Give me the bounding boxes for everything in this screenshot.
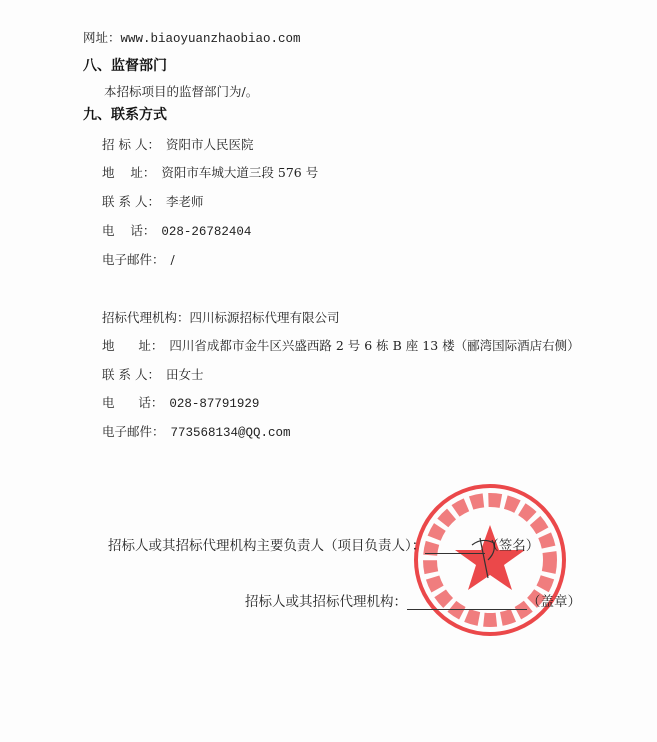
agency-row xyxy=(102,310,340,326)
agency-row xyxy=(102,395,259,412)
section-9-heading: 九、联系方式 xyxy=(83,107,167,123)
row-value: 四川标源招标代理有限公司 xyxy=(189,310,340,325)
row-label: 电 话： xyxy=(102,223,156,238)
row-value: / xyxy=(170,252,175,267)
seal-line xyxy=(245,594,581,610)
row-value: 田女士 xyxy=(165,367,204,382)
row-value: 资阳市车城大道三段 576 号 xyxy=(161,165,319,180)
section-8-text: 本招标项目的监督部门为/。 xyxy=(104,84,259,99)
company-seal-stamp xyxy=(410,480,570,640)
seal-label: 招标人或其招标代理机构： xyxy=(245,594,407,610)
agency-row xyxy=(102,338,580,354)
signature-label: 招标人或其招标代理机构主要负责人（项目负责人）： xyxy=(108,538,426,554)
row-label: 地 址： xyxy=(102,338,164,353)
row-label: 电子邮件： xyxy=(102,424,165,439)
tenderer-row xyxy=(102,223,251,240)
row-label: 联 系 人： xyxy=(102,194,160,209)
row-value: 李老师 xyxy=(165,194,204,209)
website-label: 网址： xyxy=(83,30,121,45)
website-line xyxy=(83,30,301,47)
tenderer-row xyxy=(102,194,203,210)
row-label: 招 标 人： xyxy=(102,137,160,152)
row-value: 四川省成都市金牛区兴盛西路 2 号 6 栋 B 座 13 楼（郦湾国际酒店右侧） xyxy=(169,338,580,353)
row-label: 地 址： xyxy=(102,165,156,180)
row-label: 电子邮件： xyxy=(102,252,165,267)
tenderer-row xyxy=(102,137,253,153)
website-url: www.biaoyuanzhaobiao.com xyxy=(120,32,301,46)
row-value: 资阳市人民医院 xyxy=(165,137,254,152)
signature-line xyxy=(108,538,539,554)
row-value: 773568134@QQ.com xyxy=(170,426,291,440)
row-label: 招标代理机构： xyxy=(102,310,190,325)
seal-suffix: （盖章） xyxy=(527,594,581,610)
signature-suffix: （签名） xyxy=(485,538,540,554)
row-label: 电 话： xyxy=(102,395,164,410)
seal-blank xyxy=(407,595,527,610)
tenderer-row xyxy=(102,252,175,268)
agency-row xyxy=(102,424,291,441)
tenderer-row xyxy=(102,165,318,181)
signature-blank xyxy=(425,539,485,554)
agency-row xyxy=(102,367,203,383)
section-8-heading: 八、监督部门 xyxy=(83,58,167,74)
row-label: 联 系 人： xyxy=(102,367,160,382)
row-value: 028-26782404 xyxy=(161,225,252,239)
row-value: 028-87791929 xyxy=(169,397,260,411)
